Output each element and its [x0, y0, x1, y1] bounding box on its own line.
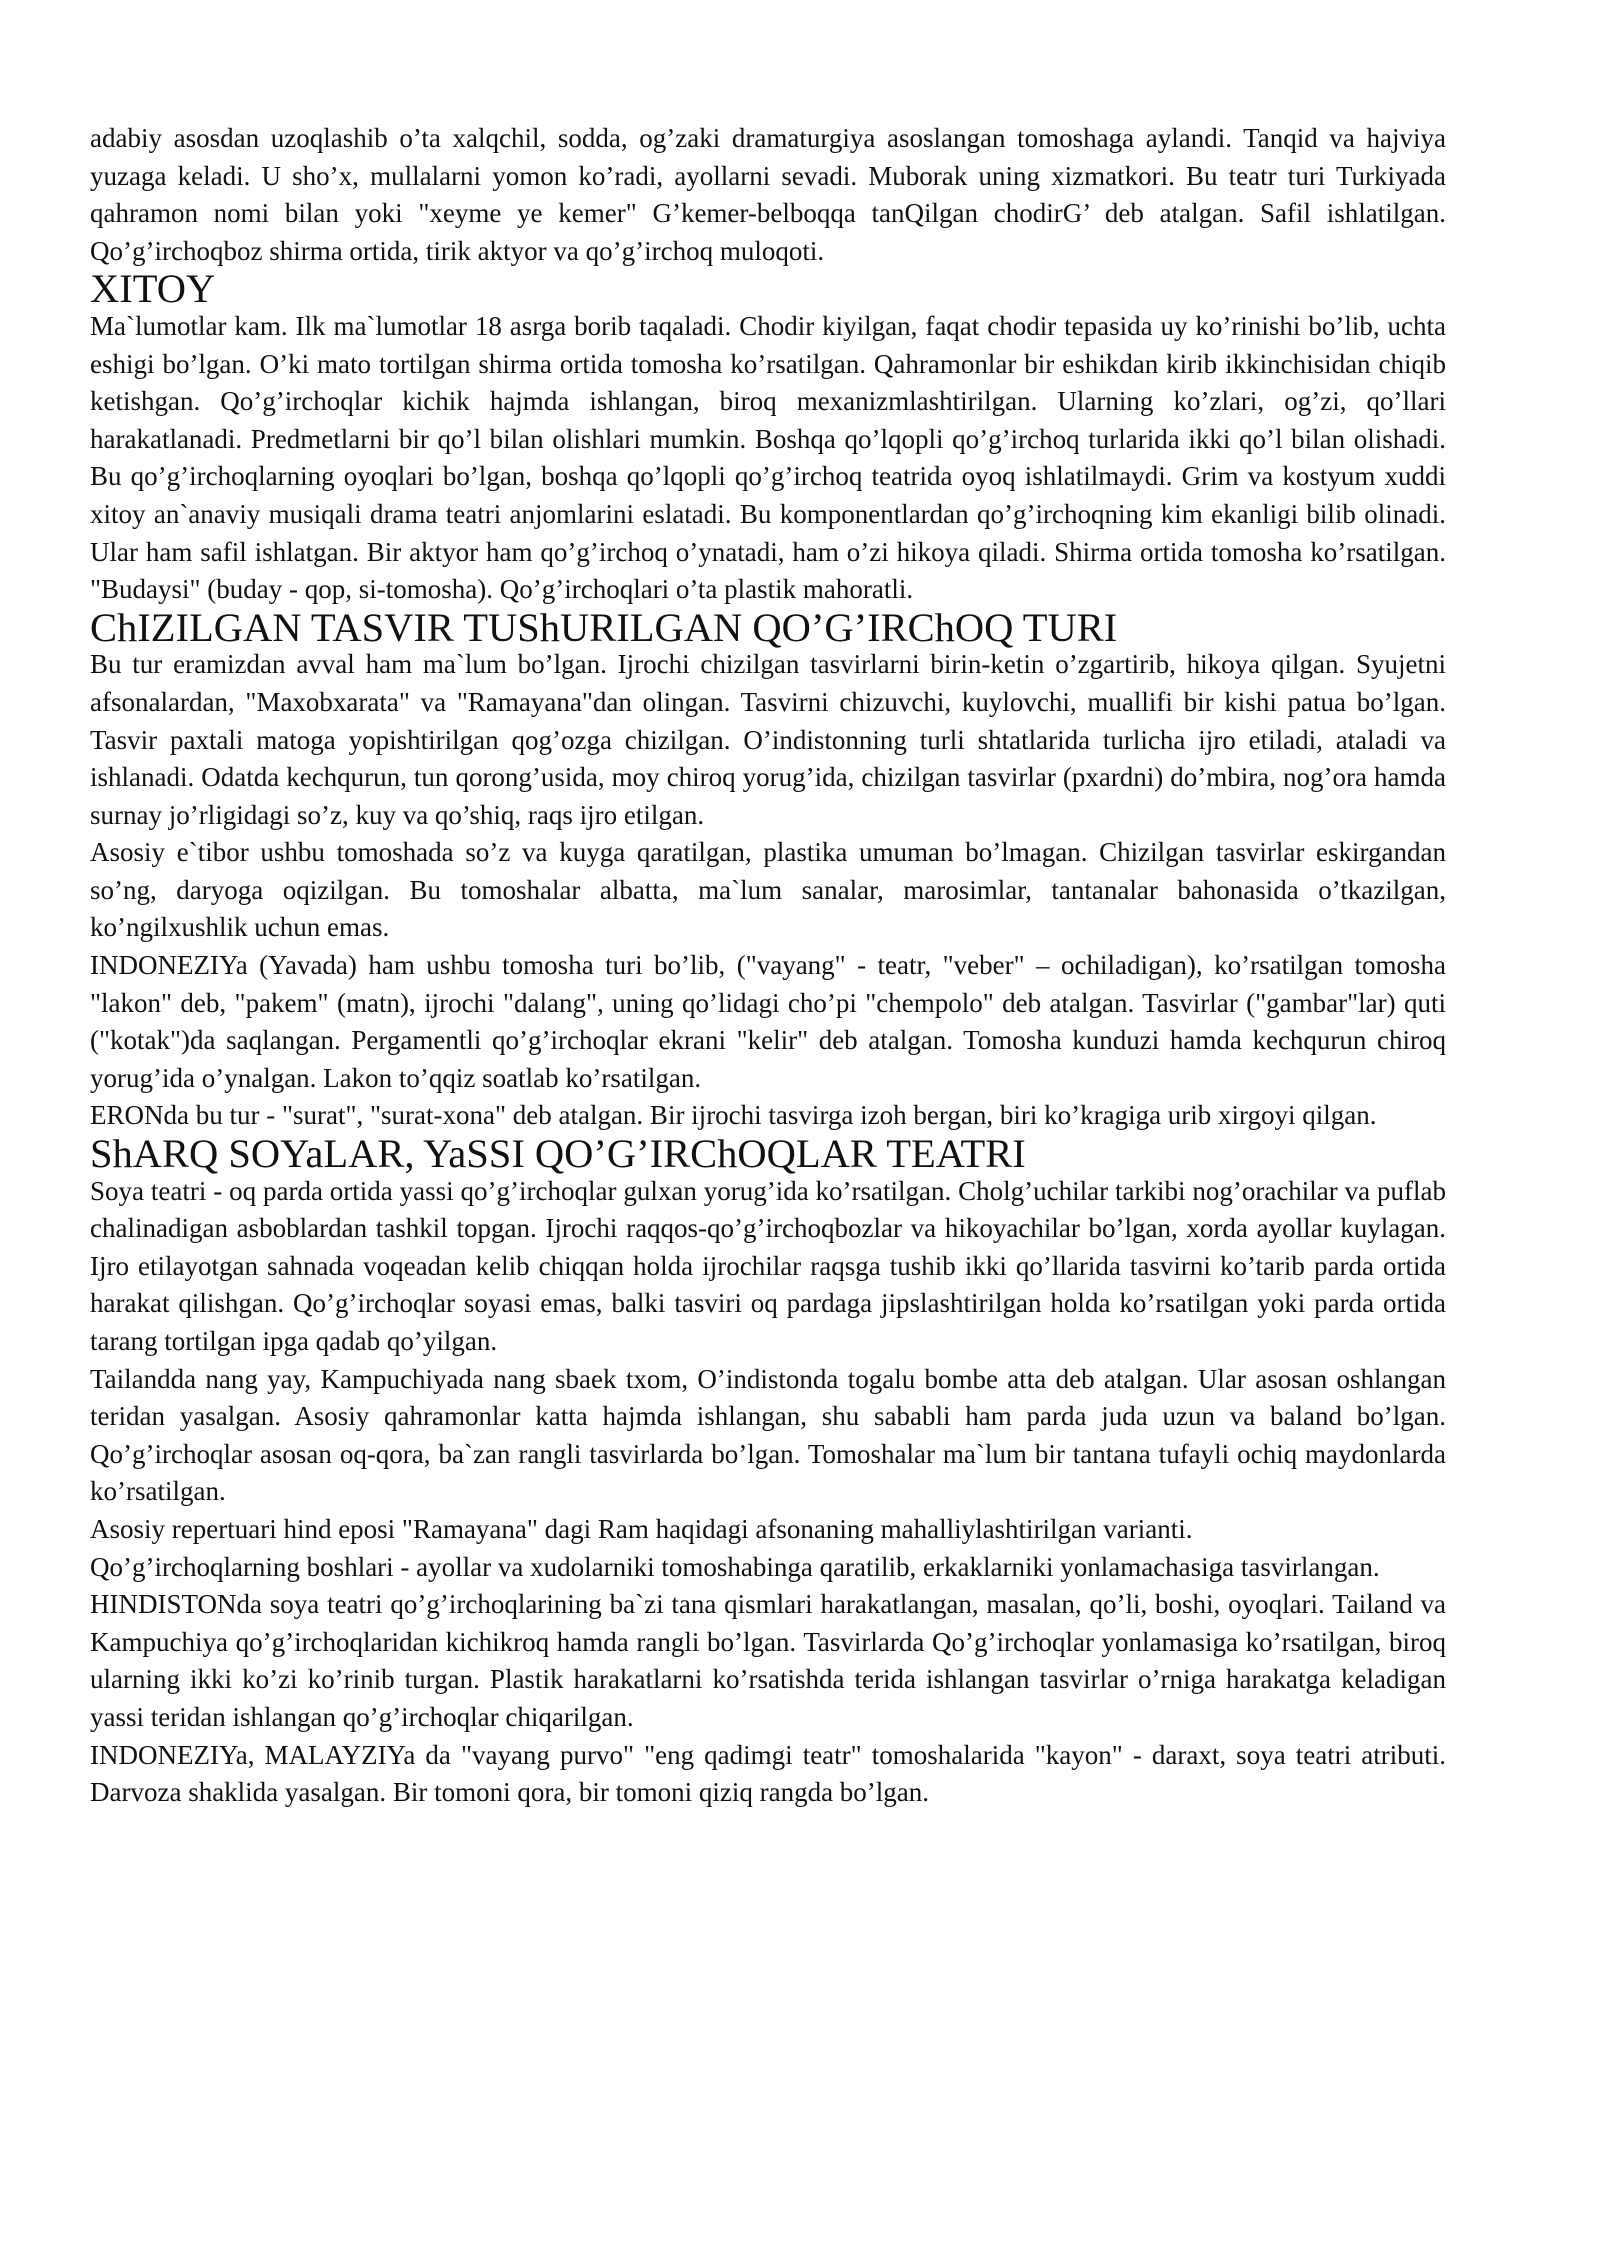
paragraph-asosiy-etibor: Asosiy e`tibor ushbu tomoshada so’z va kuyga qaratilgan, plastika umuman bo’lmagan. Chizilgan tasvirlar eskirgandan so’ng, daryoga oqizilgan. Bu tomoshalar albatta, ma`lum sanalar, marosimlar, tantanalar bahonasida o’tkazilgan, ko’ngilxushlik uchun emas. — [90, 837, 1446, 943]
paragraph-xitoy: Ma`lumotlar kam. Ilk ma`lumotlar 18 asrga borib taqaladi. Chodir kiyilgan, faqat chodir tepasida uy ko’rinishi bo’lib, uchta eshigi bo’lgan. O’ki mato tortilgan shirma ortida tomosha ko’rsatilgan. Qahramonlar bir eshikdan kirib ikkinchisidan chiqib ketishgan. Qo’g’irchoqlar kichik hajmda ishlangan, biroq mexanizmlashtirilgan. Ularning ko’zlari, og’zi, qo’llari harakatlanadi. Predmetlarni bir qo’l bilan olishlari mumkin. Boshqa qo’lqopli qo’g’irchoq turlarida ikki qo’l bilan olishadi. Bu qo’g’irchoqlarning oyoqlari bo’lgan, boshqa qo’lqopli qo’g’irchoq teatrida oyoq ishlatilmaydi. Grim va kostyum xuddi xitoy an`anaviy musiqali drama teatri anjomlarini eslatadi. Bu komponentlardan qo’g’irchoqning kim ekanligi bilib olinadi. Ular ham safil ishlatgan. Bir aktyor ham qo’g’irchoq o’ynatadi, ham o’zi hikoya qiladi. Shirma ortida tomosha ko’rsatilgan. "Budaysi" (buday - qop, si-tomosha). Qo’g’irchoqlari o’ta plastik mahoratli. — [90, 310, 1446, 605]
document-page — [90, 120, 1446, 1812]
paragraph-indoneziya-malayziya: INDONEZIYa, MALAYZIYa da "vayang purvo" "eng qadimgi teatr" tomoshalarida "kayon" - daraxt, soya teatri atributi. Darvoza shaklida yasalgan. Bir tomoni qora, bir tomoni qiziq rangda bo’lgan. — [90, 1739, 1446, 1808]
paragraph-repertuar: Asosiy repertuari hind eposi "Ramayana" dagi Ram haqidagi afsonaning mahalliylashtirilgan varianti. — [90, 1513, 1193, 1544]
paragraph-eron: ERONda bu tur - "surat", "surat-xona" deb atalgan. Bir ijrochi tasvirga izoh bergan, biri ko’kragiga urib xirgoyi qilgan. — [90, 1100, 1377, 1131]
section-heading-xitoy: XITOY — [90, 266, 216, 312]
paragraph-tailand: Tailandda nang yay, Kampuchiyada nang sbaek txom, O’indistonda togalu bombe atta deb atalgan. Ular asosan oshlangan teridan yasalgan. Asosiy qahramonlar katta hajmda ishlangan, shu sababli ham parda juda uzun va baland bo’lgan. Qo’g’irchoqlar asosan oq-qora, ba`zan rangli tasvirlarda bo’lgan. Tomoshalar ma`lum bir tantana tufayli ochiq maydonlarda ko’rsatilgan. — [90, 1363, 1446, 1507]
section-heading-chizilgan-tasvir: ChIZILGAN TASVIR TUShURILGAN QO’G’IRChOQ TURI — [90, 604, 1118, 650]
paragraph-boshlari: Qo’g’irchoqlarning boshlari - ayollar va xudolarniki tomoshabinga qaratilib, erkaklarniki yonlamachasiga tasvirlangan. — [90, 1551, 1380, 1582]
paragraph-indoneziya-yava: INDONEZIYa (Yavada) ham ushbu tomosha turi bo’lib, ("vayang" - teatr, "veber" – ochiladigan), ko’rsatilgan tomosha "lakon" deb, "pakem" (matn), ijrochi "dalang", uning qo’lidagi cho’pi "chempolo" deb atalgan. Tasvirlar ("gambar"lar) quti ("kotak")da saqlangan. Pergamentli qo’g’irchoqlar ekrani "kelir" deb atalgan. Tomosha kunduzi hamda kechqurun chiroq yorug’ida o’ynalgan. Lakon to’qqiz soatlab ko’rsatilgan. — [90, 950, 1446, 1093]
paragraph-intro-continuation: adabiy asosdan uzoqlashib o’ta xalqchil, sodda, og’zaki dramaturgiya asoslangan tomoshaga aylandi. Tanqid va hajviya yuzaga keladi. U sho’x, mullalarni yomon ko’radi, ayollarni sevadi. Muborak uning xizmatkori. Bu teatr turi Turkiyada qahramon nomi bilan yoki "xeyme ye kemer" G’kemer-belboqqa tanQilgan chodirG’ deb atalgan. Safil ishlatilgan. Qo’g’irchoqboz shirma ortida, tirik aktyor va qo’g’irchoq muloqoti. — [90, 123, 1446, 266]
paragraph-hindiston: HINDISTONda soya teatri qo’g’irchoqlarining ba`zi tana qismlari harakatlangan, masalan, qo’li, boshi, oyoqlari. Tailand va Kampuchiya qo’g’irchoqlaridan kichikroq hamda rangli bo’lgan. Tasvirlarda Qo’g’irchoqlar yonlamasiga ko’rsatilgan, biroq ularning ikki ko’zi ko’rinib turgan. Plastik harakatlarni ko’rsatishda terida ishlangan tasvirlar o’rniga harakatga keladigan yassi teridan ishlangan qo’g’irchoqlar chiqarilgan. — [90, 1589, 1446, 1732]
section-heading-sharq-soyalar: ShARQ SOYaLAR, YaSSI QO’G’IRChOQLAR TEATRI — [90, 1131, 1026, 1177]
paragraph-chizilgan-tasvir: Bu tur eramizdan avval ham ma`lum bo’lgan. Ijrochi chizilgan tasvirlarni birin-ketin o’zgartirib, hikoya qilgan. Syujetni afsonalardan, "Maxobxarata" va "Ramayana"dan olingan. Tasvirni chizuvchi, kuylovchi, muallifi bir kishi patua bo’lgan. Tasvir paxtali matoga yopishtirilgan qog’ozga chizilgan. O’indistonning turli shtatlarida turlicha ijro etiladi, ataladi va ishlanadi. Odatda kechqurun, tun qorong’usida, moy chiroq yorug’ida, chizilgan tasvirlar (pxardni) do’mbira, nog’ora hamda surnay jo’rligidagi so’z, kuy va qo’shiq, raqs ijro etilgan. — [90, 649, 1446, 830]
paragraph-soya-teatri: Soya teatri - oq parda ortida yassi qo’g’irchoqlar gulxan yorug’ida ko’rsatilgan. Cholg’uchilar tarkibi nog’orachilar va puflab chalinadigan asboblardan tashkil topgan. Ijrochi raqqos-qo’g’irchoqbozlar va hikoyachilar bo’lgan, xorda ayollar kuylagan. Ijro etilayotgan sahnada voqeadan kelib chiqqan holda ijrochilar raqsga tushib ikki qo’llarida tasvirni ko’tarib parda ortida harakat qilishgan. Qo’g’irchoqlar soyasi emas, balki tasviri oq pardaga jipslashtirilgan holda ko’rsatilgan yoki parda ortida tarang tortilgan ipga qadab qo’yilgan. — [90, 1175, 1446, 1356]
